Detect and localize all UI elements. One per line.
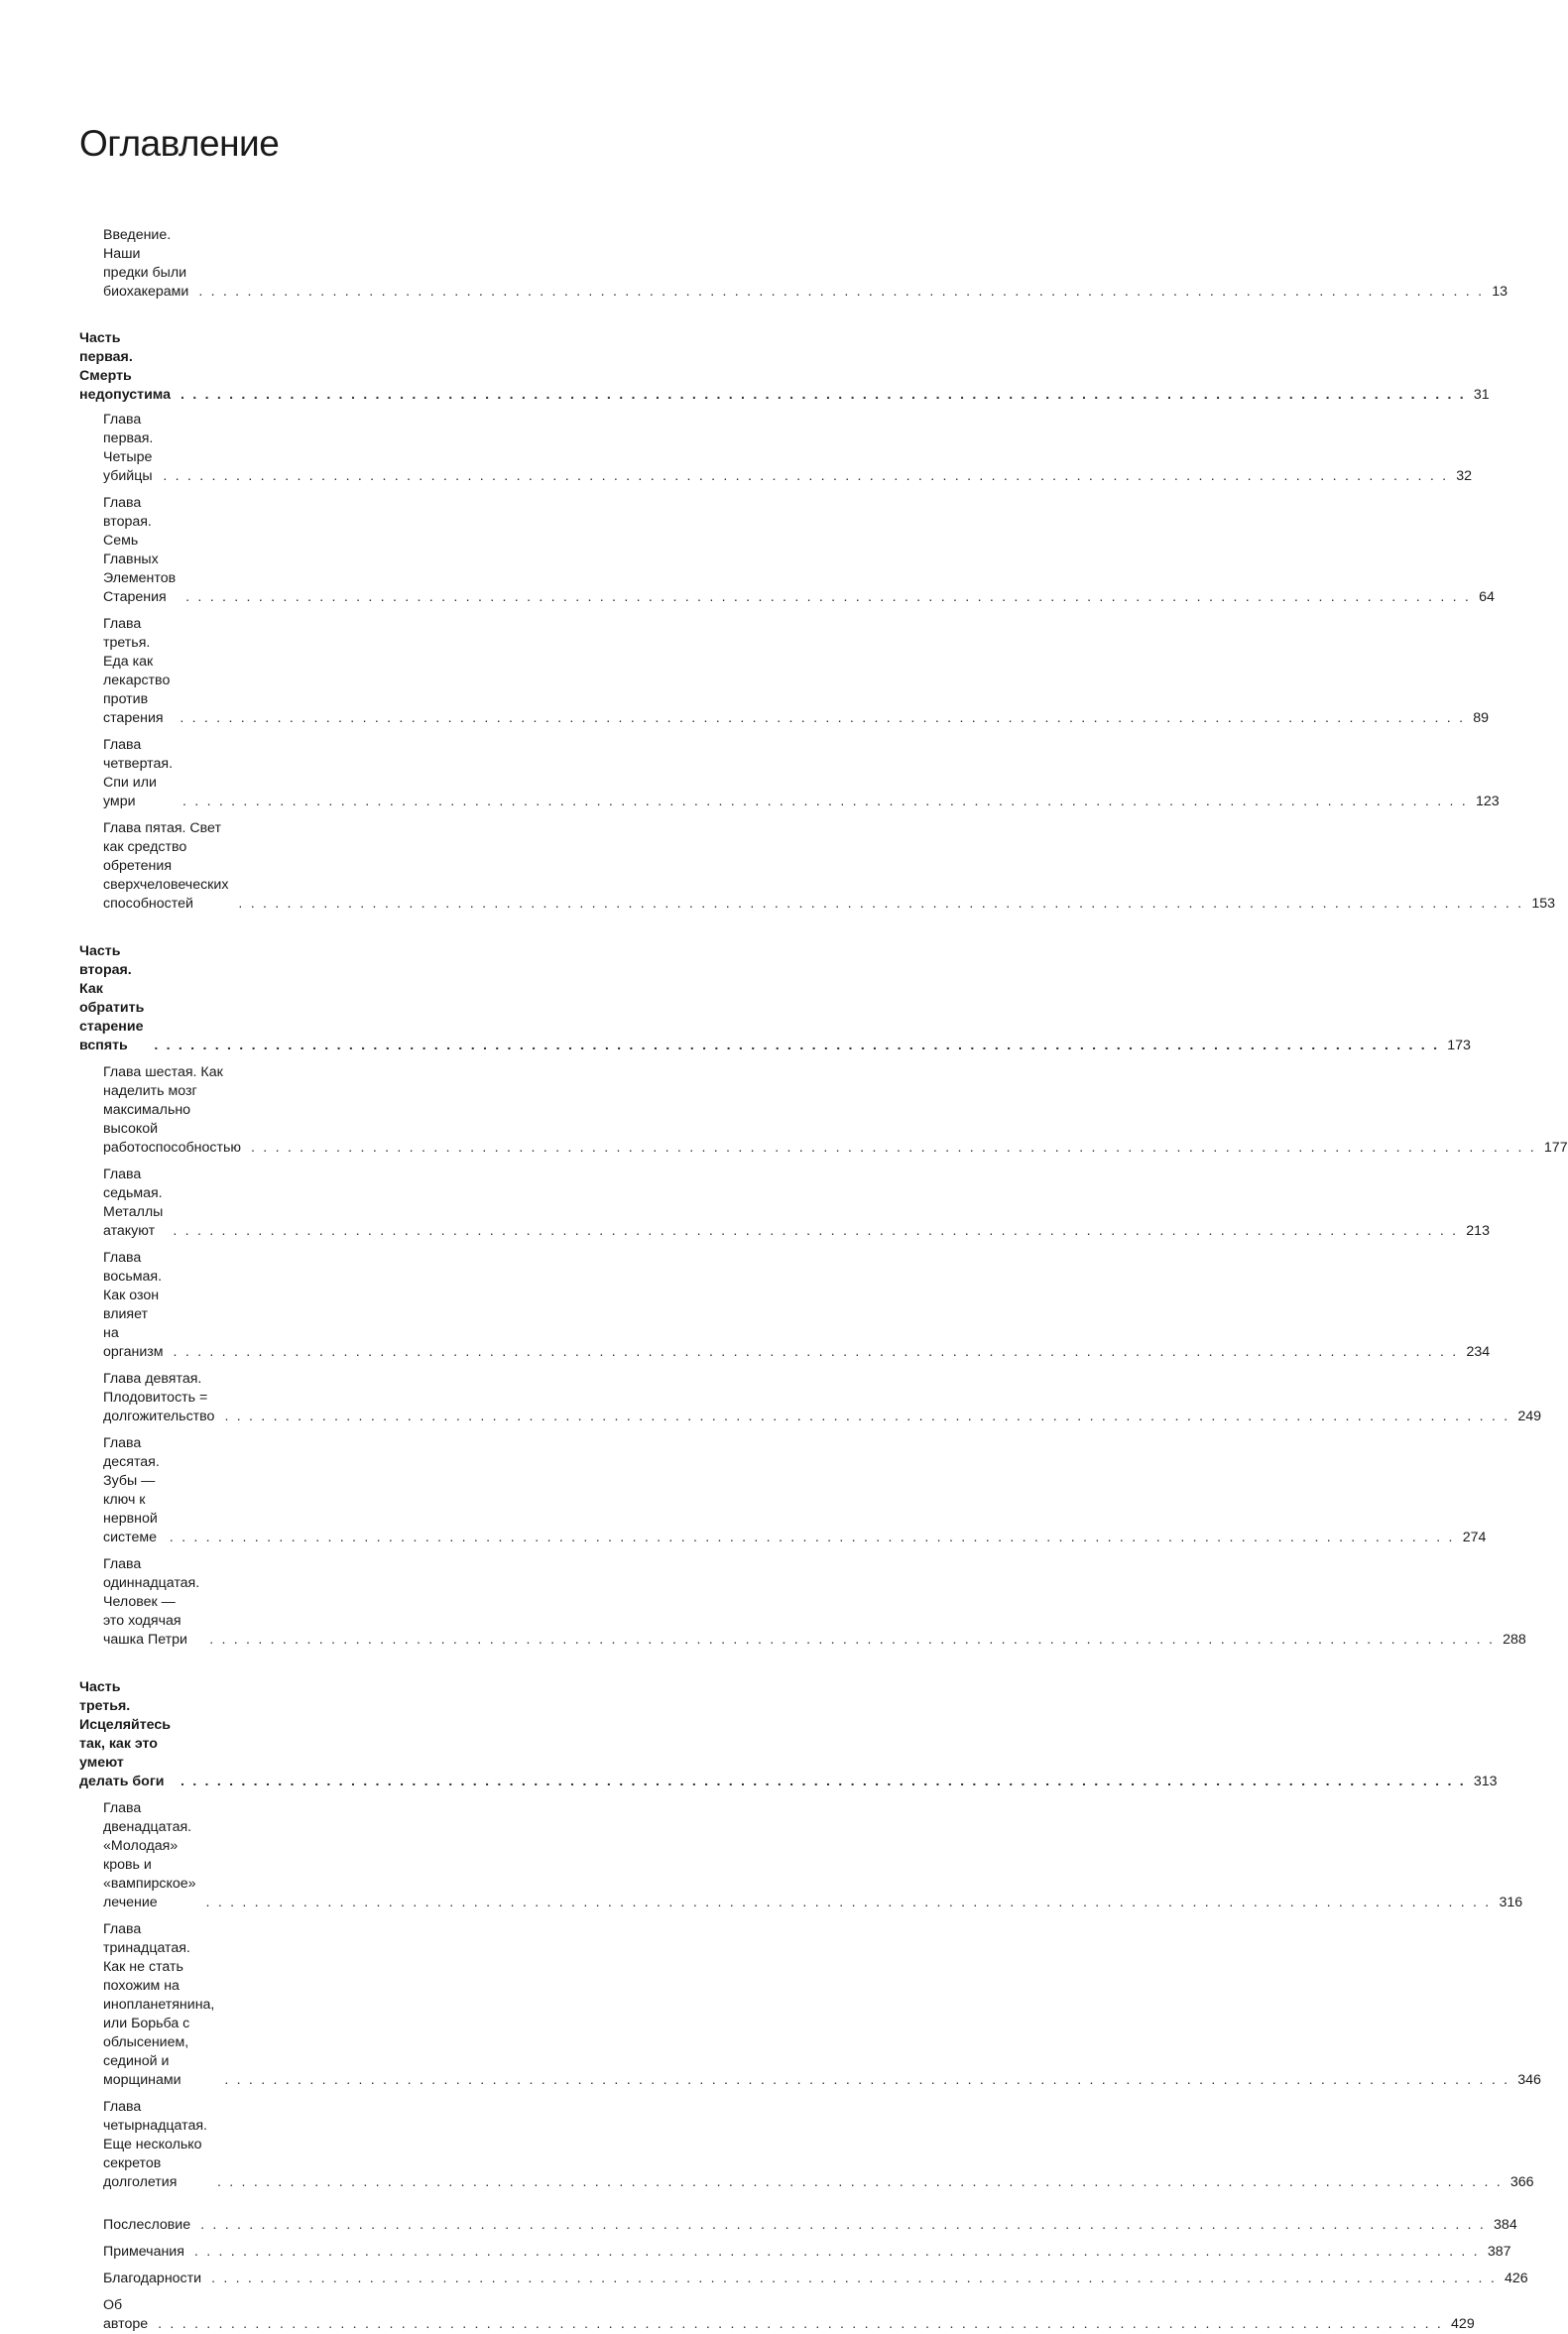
dot-leader [224,2071,1509,2090]
dot-leader [211,2270,1497,2288]
toc-entry [79,2216,1517,2235]
toc-entry [79,615,1490,728]
toc-entry [79,1555,1526,1650]
dot-leader [154,1037,1439,1055]
toc-entry [79,1434,1487,1547]
toc-page-number: 346 [1517,2072,1541,2088]
toc-entry-title: Примечания [103,2244,184,2260]
toc-entry-title: Глава седьмая. Металлы атакуют [103,1167,164,1239]
dot-leader [181,1773,1466,1791]
toc-entry [79,819,1556,914]
toc-entry-title: Глава десятая. Зубы — ключ к нервной системе [103,1435,160,1545]
toc-entry [79,1063,1568,1158]
toc-page-number: 249 [1517,1409,1542,1424]
toc-entry [79,1370,1542,1426]
toc-entry-title: Глава двенадцатая. «Молодая» кровь и «вампирское» лечение [103,1800,196,1910]
toc-page-number: 366 [1509,2174,1534,2190]
toc-entry-title: Глава четырнадцатая. Еще несколько секретов долголетия [103,2099,207,2190]
dot-leader [194,2243,1480,2262]
toc-entry [79,1249,1491,1362]
dot-leader [181,386,1466,405]
toc-page-number: 274 [1462,1530,1487,1545]
toc-page-number: 173 [1447,1038,1471,1053]
toc-entry [79,2098,1534,2192]
toc-entry [79,494,1495,607]
toc-entry-title: Часть третья. Исцеляйтесь так, как это умеют делать боги [79,1679,171,1789]
dot-leader [182,793,1468,811]
toc-page-number: 64 [1479,589,1495,605]
table-of-contents [79,226,1568,2334]
toc-entry-title: Глава одиннадцатая. Человек — это ходячая чашка Петри [103,1556,200,1648]
dot-leader [185,588,1471,607]
toc-page-number: 429 [1451,2316,1475,2332]
page-title: Оглавление [79,123,280,164]
dot-leader [158,2315,1443,2334]
dot-leader [238,895,1523,914]
toc-entry-title: Глава первая. Четыре убийцы [103,412,154,484]
toc-page-number: 426 [1504,2271,1528,2286]
toc-page-number: 123 [1475,794,1500,809]
toc-page-number: 13 [1492,284,1508,300]
toc-entry-title: Глава третья. Еда как лекарство против старения [103,616,171,726]
toc-entry [79,736,1500,811]
dot-leader [209,1631,1495,1650]
toc-entry-title: Глава четвертая. Спи или умри [103,737,174,809]
toc-entry-title: Глава тринадцатая. Как не стать похожим на инопланетянина, или Борьба с облысением, сединой и морщинами [103,1921,215,2088]
toc-entry-title: Глава шестая. Как наделить мозг максимально высокой работоспособностью [103,1064,241,1156]
toc-entry [79,226,1508,302]
toc-entry-title: Часть первая. Смерть недопустима [79,330,171,403]
toc-entry-title: Глава восьмая. Как озон влияет на организм [103,1250,164,1360]
toc-entry [79,1166,1490,1241]
toc-entry [79,2270,1528,2288]
toc-entry-title: Часть вторая. Как обратить старение вспять [79,943,145,1053]
toc-page-number: 32 [1456,468,1473,484]
dot-leader [174,1343,1459,1362]
toc-page-number: 177 [1543,1140,1568,1156]
dot-leader [206,1894,1492,1912]
toc-entry [79,2243,1511,2262]
toc-page-number: 387 [1487,2244,1511,2260]
toc-part-entry [79,942,1471,1055]
toc-page-number: 316 [1499,1895,1523,1910]
dot-leader [217,2173,1503,2192]
toc-page-number: 89 [1473,710,1490,726]
toc-page-number: 384 [1494,2217,1517,2233]
toc-entry-title: Введение. Наши предки были биохакерами [103,227,189,300]
dot-leader [180,709,1465,728]
dot-leader [251,1139,1536,1158]
toc-page-number: 213 [1466,1223,1490,1239]
toc-entry-title: Об авторе [103,2297,149,2332]
toc-entry-title: Глава девятая. Плодовитость = долгожительство [103,1371,215,1424]
dot-leader [170,1529,1455,1547]
toc-page-number: 234 [1466,1344,1491,1360]
toc-part-entry [79,1678,1498,1791]
dot-leader [163,467,1448,486]
toc-entry-title: Послесловие [103,2217,191,2233]
toc-entry-title: Глава вторая. Семь Главных Элементов Старения [103,495,177,605]
dot-leader [224,1408,1509,1426]
toc-page-number: 313 [1473,1774,1498,1789]
toc-entry [79,1799,1523,1912]
toc-entry-title: Глава пятая. Свет как средство обретения сверхчеловеческих способностей [103,820,229,912]
toc-part-entry [79,329,1490,405]
toc-page-number: 288 [1503,1632,1526,1648]
toc-page-number: 153 [1531,896,1556,912]
toc-entry [79,1920,1541,2090]
dot-leader [173,1222,1458,1241]
toc-entry [79,411,1473,486]
toc-entry [79,2296,1475,2334]
toc-entry-title: Благодарности [103,2271,202,2286]
toc-page-number: 31 [1473,387,1490,403]
dot-leader [200,2216,1486,2235]
dot-leader [198,283,1484,302]
